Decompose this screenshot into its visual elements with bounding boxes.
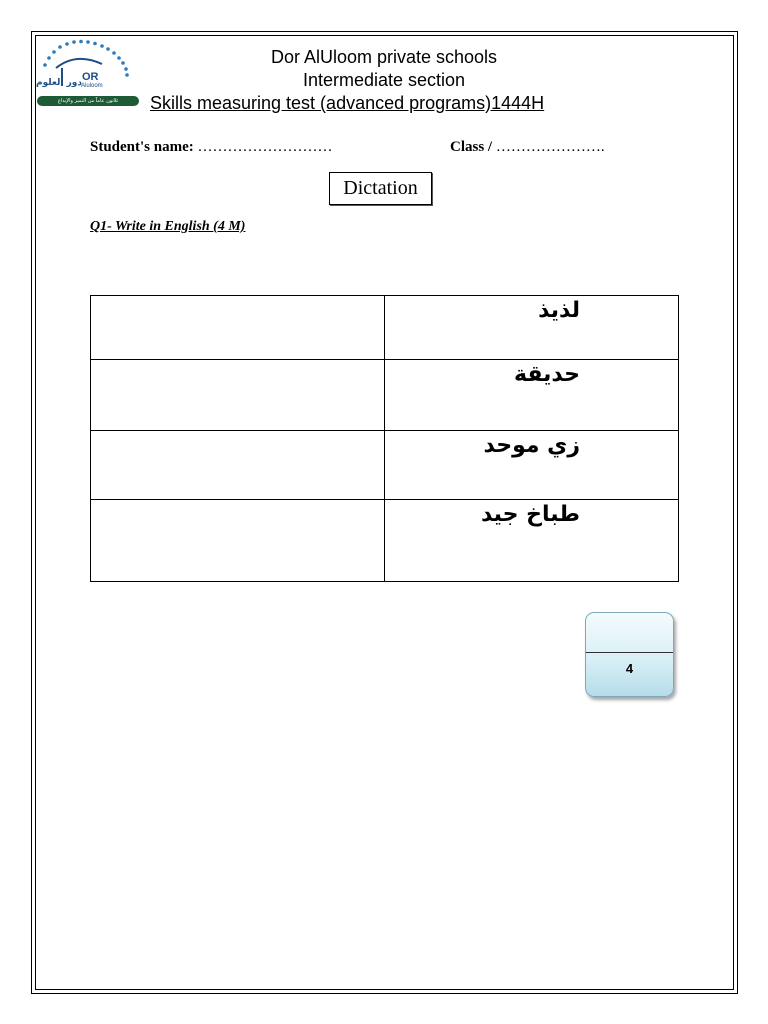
class-blank[interactable]: ………………….: [495, 139, 605, 155]
dictation-title: Dictation: [329, 172, 432, 205]
class-label: Class /: [450, 139, 493, 155]
class-row[interactable]: [450, 139, 605, 156]
section-name: Intermediate section: [302, 70, 466, 90]
logo-tagline: ثلاثون عاماً من التميز والإبداع: [37, 96, 139, 106]
school-name: Dor AlUloom private schools: [270, 47, 498, 67]
student-name-label: Student's name:: [90, 139, 194, 155]
arabic-word-cell: لذيذ: [385, 296, 679, 360]
answer-cell[interactable]: [91, 296, 385, 360]
answer-cell[interactable]: [91, 360, 385, 430]
table-row: [91, 296, 679, 360]
score-box: [585, 612, 674, 697]
table-row: [91, 500, 679, 582]
arabic-word-cell: حديقة: [385, 360, 679, 430]
svg-text:OR: OR: [82, 71, 99, 83]
svg-text:Aluloom: Aluloom: [81, 83, 103, 89]
score-divider: [586, 652, 673, 653]
vocab-table: [90, 295, 679, 582]
answer-cell[interactable]: [91, 500, 385, 582]
arabic-word-cell: طباخ جيد: [385, 500, 679, 582]
table-row: [91, 430, 679, 499]
logo-arabic-name: دور العلوم: [36, 78, 82, 88]
test-title: Skills measuring test (advanced programs)1444H: [150, 93, 545, 113]
answer-cell[interactable]: [91, 430, 385, 499]
question-1: Q1- Write in English (4 M): [90, 219, 246, 234]
table-row: [91, 360, 679, 430]
student-name-row[interactable]: [90, 139, 333, 156]
student-name-blank[interactable]: ………………………: [197, 139, 333, 155]
score-total: 4: [625, 661, 634, 676]
arabic-word-cell: زي موحد: [385, 430, 679, 499]
